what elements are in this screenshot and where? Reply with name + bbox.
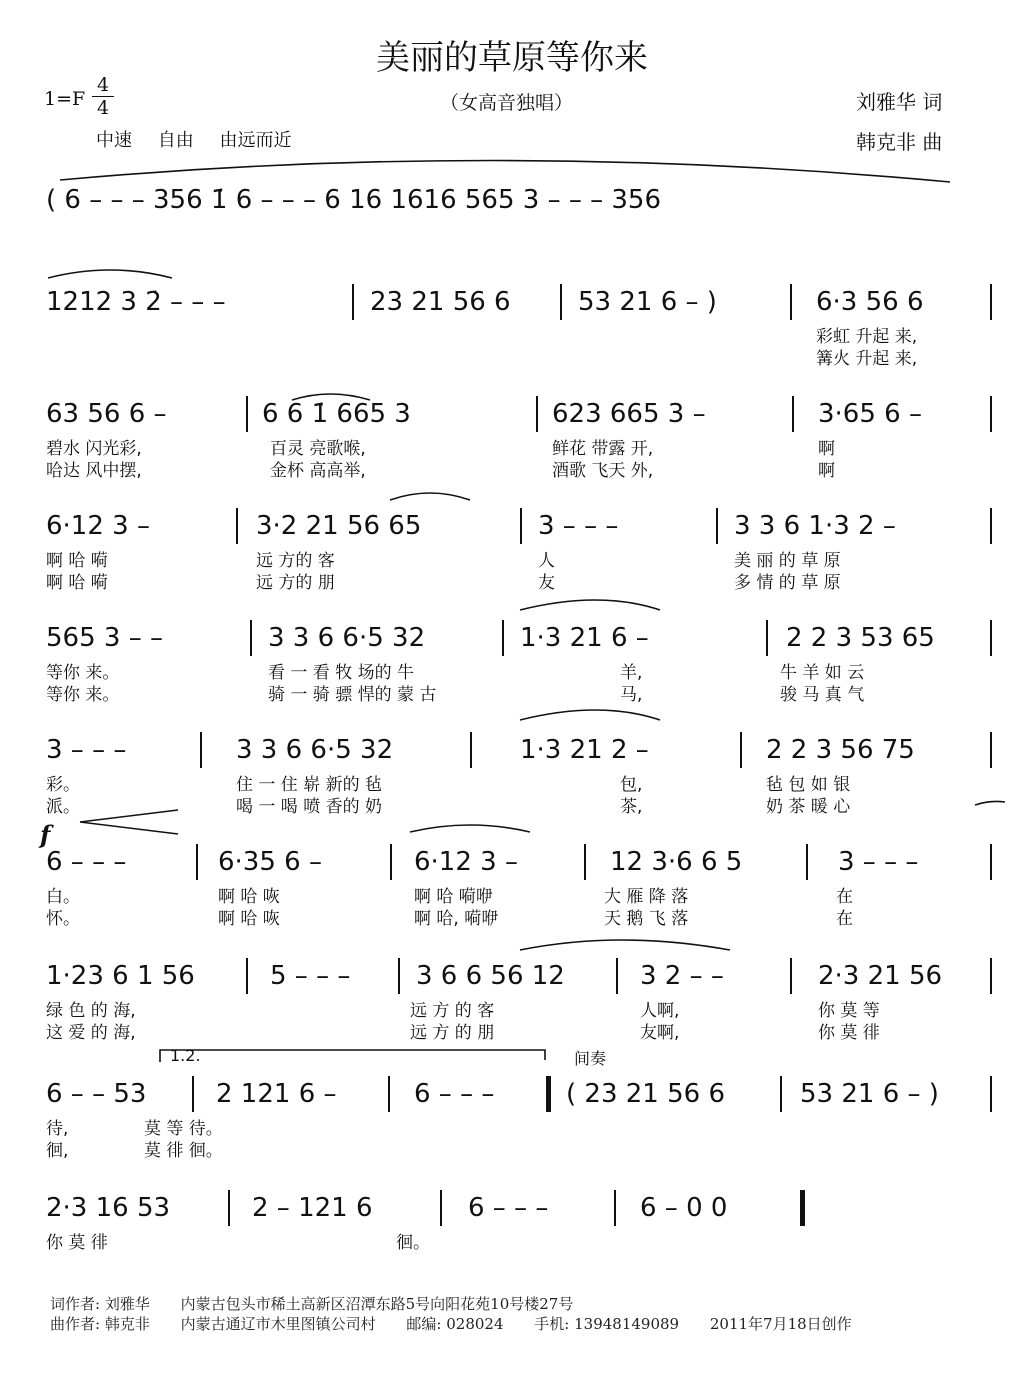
measure-notes: 2 2 3 56 75 xyxy=(766,735,915,765)
lyric-text: 啊 哈 咴 xyxy=(218,909,280,929)
lyric-text: 包, xyxy=(620,775,643,795)
measure-notes: 6 – 0 0 xyxy=(640,1193,728,1223)
measure-notes: 6 – – – xyxy=(46,847,127,877)
measure-notes: 12 3·6 6 5 xyxy=(610,847,743,877)
measure-notes: 3 – – – xyxy=(838,847,919,877)
measure-notes: 2 2 3 53 65 xyxy=(786,623,935,653)
slur-line7 xyxy=(410,825,530,832)
breath-mark xyxy=(975,801,1005,805)
measure-notes: 3 2 – – xyxy=(640,961,724,991)
measure-notes: 6·35 6 – xyxy=(218,847,322,877)
measure-notes: 6 – – – xyxy=(468,1193,549,1223)
lyric-text: 人 xyxy=(538,551,555,571)
lyric-text: 哈达 风中摆, xyxy=(46,461,142,481)
slur-line8 xyxy=(520,940,730,950)
lyric-text: 在 xyxy=(836,887,853,907)
measure-notes: 63 56 6 – xyxy=(46,399,167,429)
lyric-text: 酒歌 飞天 外, xyxy=(552,461,654,481)
measure-notes: 53 21 6 – ) xyxy=(800,1079,939,1109)
lyric-text: 鲜花 带露 开, xyxy=(552,439,654,459)
measure-notes: 1·3 21 2 – xyxy=(520,735,649,765)
measure-notes: 6·12 3 – xyxy=(414,847,518,877)
measure-notes: 53 21 6 – ) xyxy=(578,287,717,317)
lyric-text: 喝 一 喝 喷 香的 奶 xyxy=(236,797,383,817)
lyric-text: 啊 哈 嗬 xyxy=(46,573,108,593)
lyric-text: 住 一 住 崭 新的 毡 xyxy=(236,775,383,795)
measure-notes: 23 21 56 6 xyxy=(370,287,511,317)
measure-notes: 1212 3 2̇ – – – xyxy=(46,287,226,317)
measure-notes: ( 23 21 56 6 xyxy=(566,1079,725,1109)
footer-composer-address: 内蒙古通辽市木里图镇公司村 xyxy=(180,1315,376,1333)
interlude-label: 间奏 xyxy=(574,1049,607,1068)
lyric-text: 毡 包 如 银 xyxy=(766,775,851,795)
measure-notes: 3 3 6 6·5 32 xyxy=(268,623,426,653)
measure-notes: 623 665 3 – xyxy=(552,399,706,429)
measure-notes: ( 6 – – – 356 1̇ 6 – – – 6 16 1616 565 3 – – – 356 xyxy=(46,185,662,215)
measure-notes: 6·12 3 – xyxy=(46,511,150,541)
lyric-text: 百灵 亮歌喉, xyxy=(270,439,366,459)
footer-credits xyxy=(50,1294,878,1334)
measure-notes: 6·3 56 6 xyxy=(816,287,924,317)
lyric-text: 人啊, xyxy=(640,1001,680,1021)
slur-line3 xyxy=(292,394,370,400)
lyric-text: 远 方的 客 xyxy=(256,551,335,571)
lyric-text: 白。 xyxy=(46,887,80,907)
volta-bracket xyxy=(160,1050,545,1062)
lyric-text: 美 丽 的 草 原 xyxy=(734,551,841,571)
measure-notes: 3 6 6 56 12 xyxy=(416,961,565,991)
measure-notes: 3·65 6 – xyxy=(818,399,922,429)
lyric-text: 羊, xyxy=(620,663,643,683)
lyric-text: 啊 xyxy=(818,461,835,481)
measure-notes: 2·3 21 56 xyxy=(818,961,943,991)
footer-phone: 手机: 13948149089 xyxy=(534,1315,680,1333)
lyric-text: 骑 一 骑 骠 悍的 蒙 古 xyxy=(268,685,437,705)
lyric-text: 这 爱 的 海, xyxy=(46,1023,136,1043)
lyric-text: 茶, xyxy=(620,797,643,817)
lyric-text: 看 一 看 牧 场的 牛 xyxy=(268,663,415,683)
footer-lyricist: 词作者: 刘雅华 xyxy=(50,1295,150,1313)
measure-notes: 1·3 21 6 – xyxy=(520,623,649,653)
slur-line4 xyxy=(390,493,470,500)
lyric-text: 奶 茶 暖 心 xyxy=(766,797,851,817)
footer-date: 2011年7月18日创作 xyxy=(709,1315,852,1333)
lyric-text: 多 情 的 草 原 xyxy=(734,573,841,593)
lyric-text: 友 xyxy=(538,573,555,593)
lyric-text: 啊 哈, 嗬咿 xyxy=(414,909,499,929)
lyric-text: 骏 马 真 气 xyxy=(780,685,865,705)
slur-line5 xyxy=(520,600,660,610)
slur-line2 xyxy=(48,270,172,278)
lyric-text: 等你 来。 xyxy=(46,663,120,683)
lyric-text: 你 莫 徘 xyxy=(46,1233,108,1253)
lyric-text: 牛 羊 如 云 xyxy=(780,663,865,683)
lyric-text: 金杯 高高举, xyxy=(270,461,366,481)
lyric-text: 徊, xyxy=(46,1141,69,1161)
footer-composer: 曲作者: 韩克非 xyxy=(50,1315,150,1333)
lyric-text: 远 方 的 朋 xyxy=(410,1023,495,1043)
crescendo-hairpin xyxy=(80,810,178,834)
song-title: 美丽的草原等你来 xyxy=(376,38,648,78)
lyric-text: 彩虹 升起 来, xyxy=(816,327,918,347)
measure-notes: 2 – 121 6 xyxy=(252,1193,373,1223)
measure-notes: 3 3 6 6·5 32 xyxy=(236,735,394,765)
lyric-text: 绿 色 的 海, xyxy=(46,1001,136,1021)
lyric-text: 莫 徘 徊。 xyxy=(144,1141,223,1161)
lyric-text: 怀。 xyxy=(46,909,80,929)
lyric-text: 友啊, xyxy=(640,1023,680,1043)
measure-notes: 565 3 – – xyxy=(46,623,163,653)
lyric-text: 天 鹅 飞 落 xyxy=(604,909,689,929)
lyric-text: 大 雁 降 落 xyxy=(604,887,689,907)
lyric-text: 你 莫 等 xyxy=(818,1001,880,1021)
lyric-text: 徊。 xyxy=(396,1233,430,1253)
lyric-text: 篝火 升起 来, xyxy=(816,349,918,369)
measure-notes: 1·23 6 1 56 xyxy=(46,961,195,991)
lyric-text: 在 xyxy=(836,909,853,929)
measure-notes: 3 – – – xyxy=(46,735,127,765)
tempo-marking: 中速 自由 由远而近 xyxy=(96,130,292,151)
slur-intro xyxy=(60,160,950,182)
lyric-text: 啊 哈 嗬 xyxy=(46,551,108,571)
lyric-text: 彩。 xyxy=(46,775,80,795)
lyricist-credit: 刘雅华 词 xyxy=(856,90,943,114)
measure-notes: 6 6 1̇ 665 3 xyxy=(262,399,411,429)
footer-lyricist-row xyxy=(50,1294,878,1314)
measure-notes: 2 121 6 – xyxy=(216,1079,337,1109)
subtitle: （女高音独唱） xyxy=(440,92,574,114)
lyric-text: 碧水 闪光彩, xyxy=(46,439,142,459)
lyric-text: 待, xyxy=(46,1119,69,1139)
measure-notes: 3 – – – xyxy=(538,511,619,541)
measure-notes: 2·3 16 53 xyxy=(46,1193,171,1223)
measure-notes: 5 – – – xyxy=(270,961,351,991)
lyric-text: 远 方 的 客 xyxy=(410,1001,495,1021)
time-signature-bottom: 4 xyxy=(96,97,110,119)
lyric-text: 啊 哈 嗬咿 xyxy=(414,887,493,907)
dynamic-forte: f xyxy=(40,820,51,849)
lyric-text: 派。 xyxy=(46,797,80,817)
slur-line6 xyxy=(520,710,660,720)
lyric-text: 远 方的 朋 xyxy=(256,573,335,593)
lyric-text: 马, xyxy=(620,685,643,705)
time-signature-top: 4 xyxy=(92,74,114,97)
composer-credit: 韩克非 曲 xyxy=(856,130,943,154)
volta-label: 1.2. xyxy=(170,1046,201,1065)
lyric-text: 等你 来。 xyxy=(46,685,120,705)
measure-notes: 6 – – – xyxy=(414,1079,495,1109)
lyric-text: 啊 xyxy=(818,439,835,459)
lyric-text: 你 莫 徘 xyxy=(818,1023,880,1043)
footer-postcode: 邮编: 028024 xyxy=(406,1315,504,1333)
lyric-text: 莫 等 待。 xyxy=(144,1119,223,1139)
measure-notes: 3·2 21 56 65 xyxy=(256,511,422,541)
measure-notes: 3 3 6 1·3 2 – xyxy=(734,511,896,541)
lyric-text: 啊 哈 咴 xyxy=(218,887,280,907)
key-signature: 1=F xyxy=(44,88,86,110)
measure-notes: 6 – – 53 xyxy=(46,1079,147,1109)
footer-lyricist-address: 内蒙古包头市稀土高新区沼潭东路5号向阳花苑10号楼27号 xyxy=(180,1295,574,1313)
footer-composer-row xyxy=(50,1314,878,1334)
